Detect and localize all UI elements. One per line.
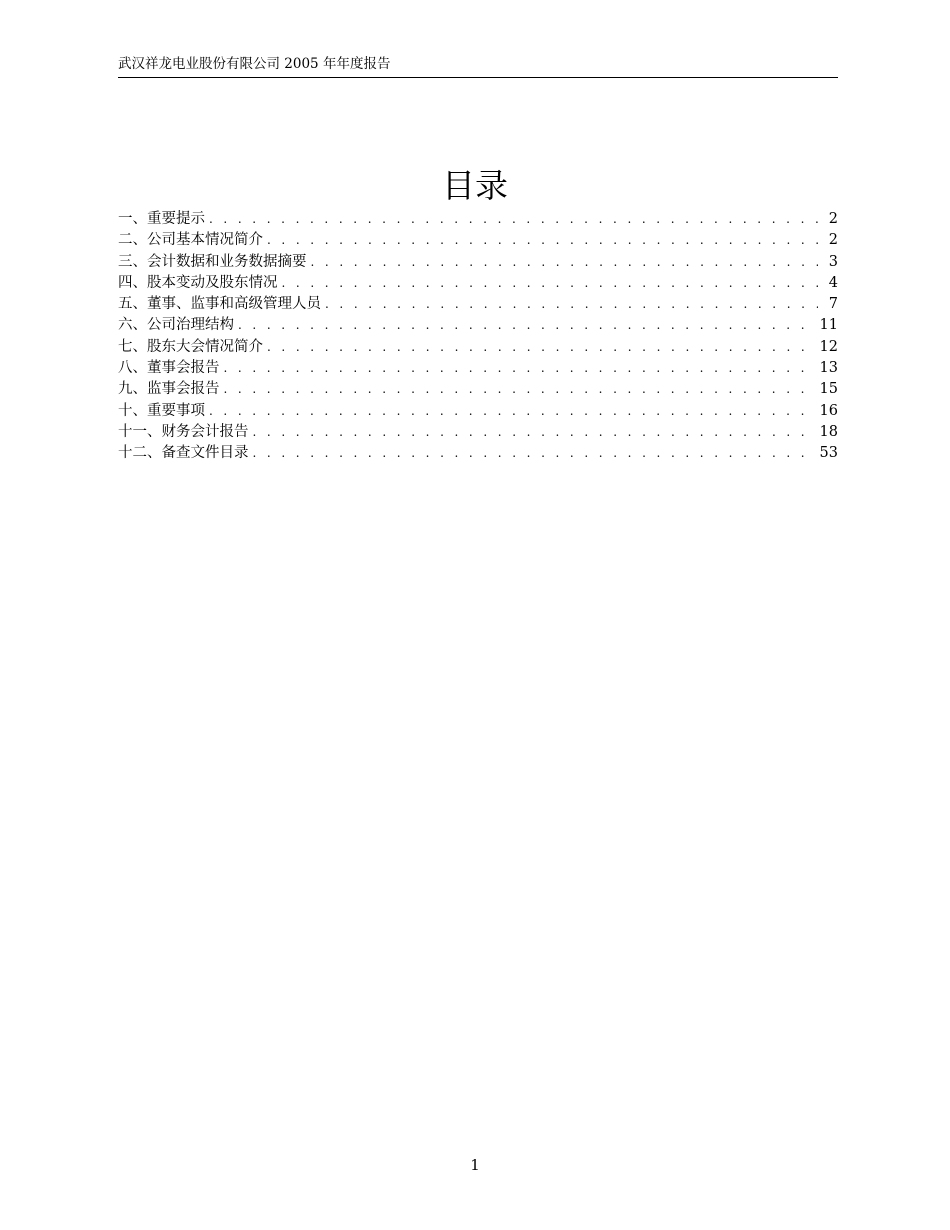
toc-entry-page: 3	[828, 253, 838, 270]
toc-dot-leader	[238, 315, 816, 336]
toc-dot-leader	[325, 294, 818, 315]
header-title: 武汉祥龙电业股份有限公司 2005 年年度报告	[118, 56, 391, 72]
toc-dot-leader	[224, 379, 816, 400]
toc-entry-label: 五、董事、监事和高级管理人员	[118, 296, 321, 313]
toc-dot-leader	[209, 401, 816, 422]
toc-entry[interactable]	[118, 230, 838, 251]
toc-entry[interactable]	[118, 337, 838, 358]
toc-entry-label: 七、股东大会情况简介	[118, 338, 263, 355]
toc-entry-label: 一、重要提示	[118, 211, 205, 227]
toc-entry-page: 7	[828, 296, 838, 313]
toc-entry[interactable]	[118, 209, 838, 230]
toc-entry[interactable]	[118, 273, 838, 294]
toc-entry-page: 11	[819, 317, 838, 334]
toc-entry[interactable]	[118, 422, 838, 443]
toc-entry-label: 二、公司基本情况简介	[118, 232, 263, 249]
page-header	[118, 55, 838, 78]
toc-entry-label: 八、董事会报告	[118, 360, 220, 377]
page-footer	[0, 1155, 950, 1175]
toc-entry-label: 十一、财务会计报告	[118, 423, 249, 440]
toc-entry-page: 15	[819, 381, 838, 398]
toc-dot-leader	[311, 252, 819, 273]
toc-dot-leader	[253, 422, 816, 443]
toc-entry[interactable]	[118, 379, 838, 400]
table-of-contents	[118, 209, 838, 465]
toc-entry-label: 十二、备查文件目录	[118, 445, 249, 462]
toc-entry-page: 16	[819, 402, 838, 419]
toc-dot-leader	[253, 443, 816, 464]
toc-entry-label: 四、股本变动及股东情况	[118, 274, 278, 291]
toc-entry[interactable]	[118, 443, 838, 464]
toc-entry[interactable]	[118, 294, 838, 315]
toc-entry[interactable]	[118, 315, 838, 336]
toc-entry-page: 2	[828, 211, 838, 227]
toc-entry-page: 53	[819, 445, 838, 462]
toc-entry-label: 六、公司治理结构	[118, 317, 234, 334]
toc-dot-leader	[224, 358, 816, 379]
toc-entry-page: 13	[819, 360, 838, 377]
toc-entry-page: 4	[828, 274, 838, 291]
toc-dot-leader	[267, 337, 816, 358]
toc-dot-leader	[267, 230, 818, 251]
toc-entry-page: 12	[819, 338, 838, 355]
page-title: 目录	[442, 166, 508, 205]
toc-entry[interactable]	[118, 252, 838, 273]
toc-entry-label: 三、会计数据和业务数据摘要	[118, 253, 307, 270]
toc-entry[interactable]	[118, 401, 838, 422]
toc-entry-page: 2	[828, 232, 838, 249]
toc-entry-page: 18	[819, 423, 838, 440]
toc-entry-label: 九、监事会报告	[118, 381, 220, 398]
toc-entry-label: 十、重要事项	[118, 402, 205, 419]
toc-entry[interactable]	[118, 358, 838, 379]
page-number: 1	[470, 1156, 480, 1174]
toc-dot-leader	[282, 273, 819, 294]
toc-dot-leader	[209, 209, 818, 230]
